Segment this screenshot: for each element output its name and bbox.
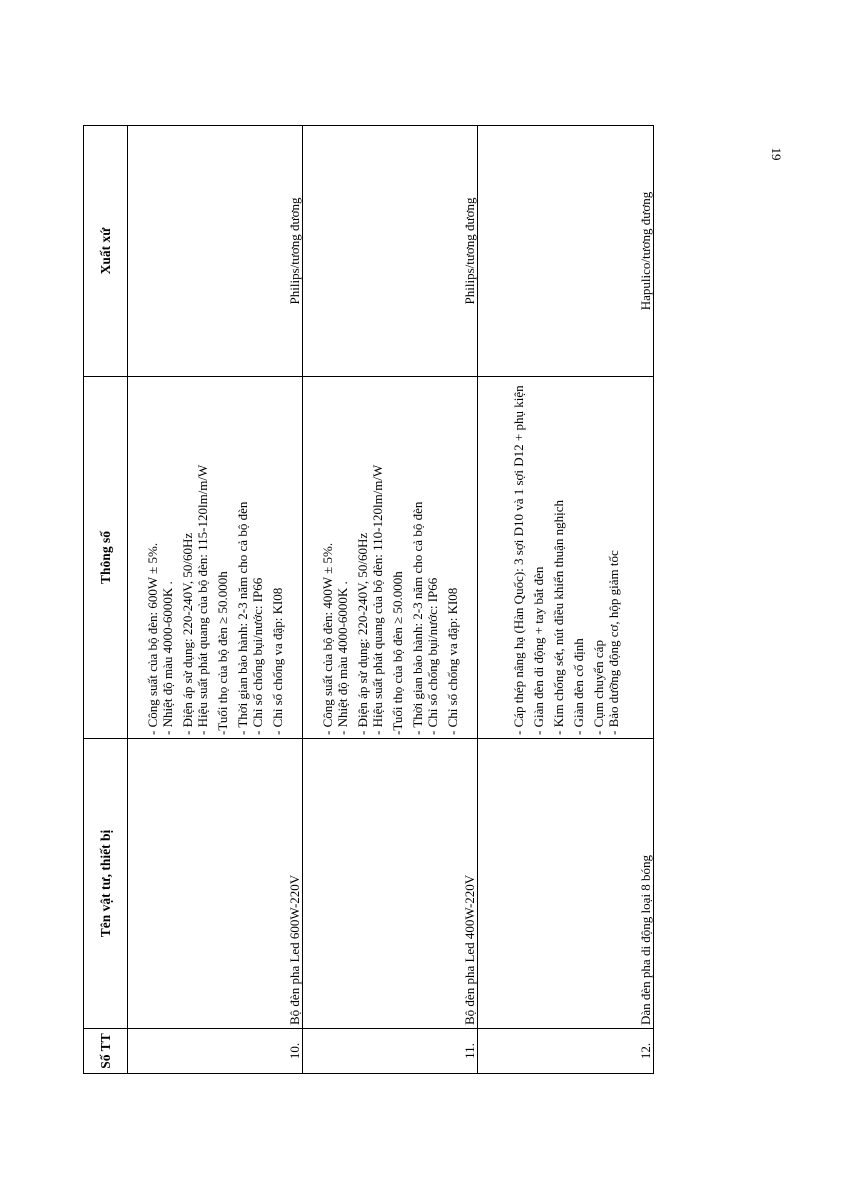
spec-item: - Giàn đèn di động + tay bắt đèn bbox=[530, 566, 546, 735]
table-row bbox=[478, 126, 654, 1074]
header-origin: Xuất xứ bbox=[84, 126, 128, 377]
spec-item: - Chỉ số chống bụi/nước: IP66 bbox=[425, 577, 440, 735]
row-origin: Philips/tương đương bbox=[303, 126, 478, 377]
spec-item: - Thời gian bảo hành: 2-3 năm cho cả bộ đèn bbox=[235, 501, 250, 735]
row-name: Dàn đèn pha di động loại 8 bóng bbox=[478, 739, 654, 1029]
row-spec bbox=[128, 377, 303, 739]
spec-list bbox=[320, 380, 460, 735]
row-origin: Hapulico/tương đương bbox=[478, 126, 654, 377]
spec-item: - Hiệu suất phát quang của bộ đèn: 115-120lm/m/W bbox=[195, 464, 210, 735]
spec-item: - Điện áp sử dụng: 220-240V, 50/60Hz bbox=[180, 532, 195, 735]
row-spec bbox=[478, 377, 654, 739]
spec-item: - Điện áp sử dụng: 220-240V, 50/60Hz bbox=[355, 532, 370, 735]
header-name: Tên vật tư, thiết bị bbox=[84, 739, 128, 1029]
row-name: Bộ đèn pha Led 600W-220V bbox=[128, 739, 303, 1029]
spec-item: - Công suất của bộ đèn: 400W ± 5%. bbox=[320, 542, 335, 735]
spec-item: - Thời gian bảo hành: 2-3 năm cho cả bộ đèn bbox=[410, 501, 425, 735]
spec-item: - Nhiệt độ màu 4000-6000K . bbox=[160, 581, 175, 735]
spec-item: - Nhiệt độ màu 4000-6000K . bbox=[335, 581, 350, 735]
spec-item: - Giàn đèn cố định bbox=[570, 638, 586, 735]
row-stt: 10. bbox=[128, 1029, 303, 1074]
row-stt: 11. bbox=[303, 1029, 478, 1074]
row-spec bbox=[303, 377, 478, 739]
spec-item: - Hiệu suất phát quang của bộ đèn: 110-120lm/m/W bbox=[370, 464, 385, 735]
spec-item: - Cáp thép nâng hạ (Hàn Quốc): 3 sợi D10 và 1 sợi D12 + phụ kiện bbox=[510, 385, 526, 735]
header-stt: Số TT bbox=[84, 1029, 128, 1074]
table-row bbox=[303, 126, 478, 1074]
spec-list bbox=[145, 380, 285, 735]
row-stt: 12. bbox=[478, 1029, 654, 1074]
spec-item: - Kim chống sét, nút điều khiển thuận nghịch bbox=[550, 499, 566, 735]
spec-item: - Công suất của bộ đèn: 600W ± 5%. bbox=[145, 542, 160, 735]
spec-list bbox=[511, 380, 621, 735]
spec-item: - Chỉ số chống va đập: KI08 bbox=[270, 587, 285, 735]
table-row bbox=[128, 126, 303, 1074]
table-header-row bbox=[84, 126, 128, 1074]
spec-item: -Tuổi thọ của bộ đèn ≥ 50.000h bbox=[390, 571, 405, 735]
spec-item: - Chỉ số chống bụi/nước: IP66 bbox=[250, 577, 265, 735]
page-number: 19 bbox=[769, 147, 784, 161]
spec-item: - Chỉ số chống va đập: KI08 bbox=[445, 587, 460, 735]
spec-item: -Tuổi thọ của bộ đèn ≥ 50.000h bbox=[215, 571, 230, 735]
equipment-spec-table bbox=[83, 125, 654, 1074]
header-spec: Thông số bbox=[84, 377, 128, 739]
row-origin: Philips/tương đương bbox=[128, 126, 303, 377]
spec-item: - Bảo dưỡng động cơ, hộp giảm tốc bbox=[605, 550, 621, 735]
spec-item: - Cụm chuyển cáp bbox=[590, 640, 606, 735]
row-name: Bộ đèn pha Led 400W-220V bbox=[303, 739, 478, 1029]
